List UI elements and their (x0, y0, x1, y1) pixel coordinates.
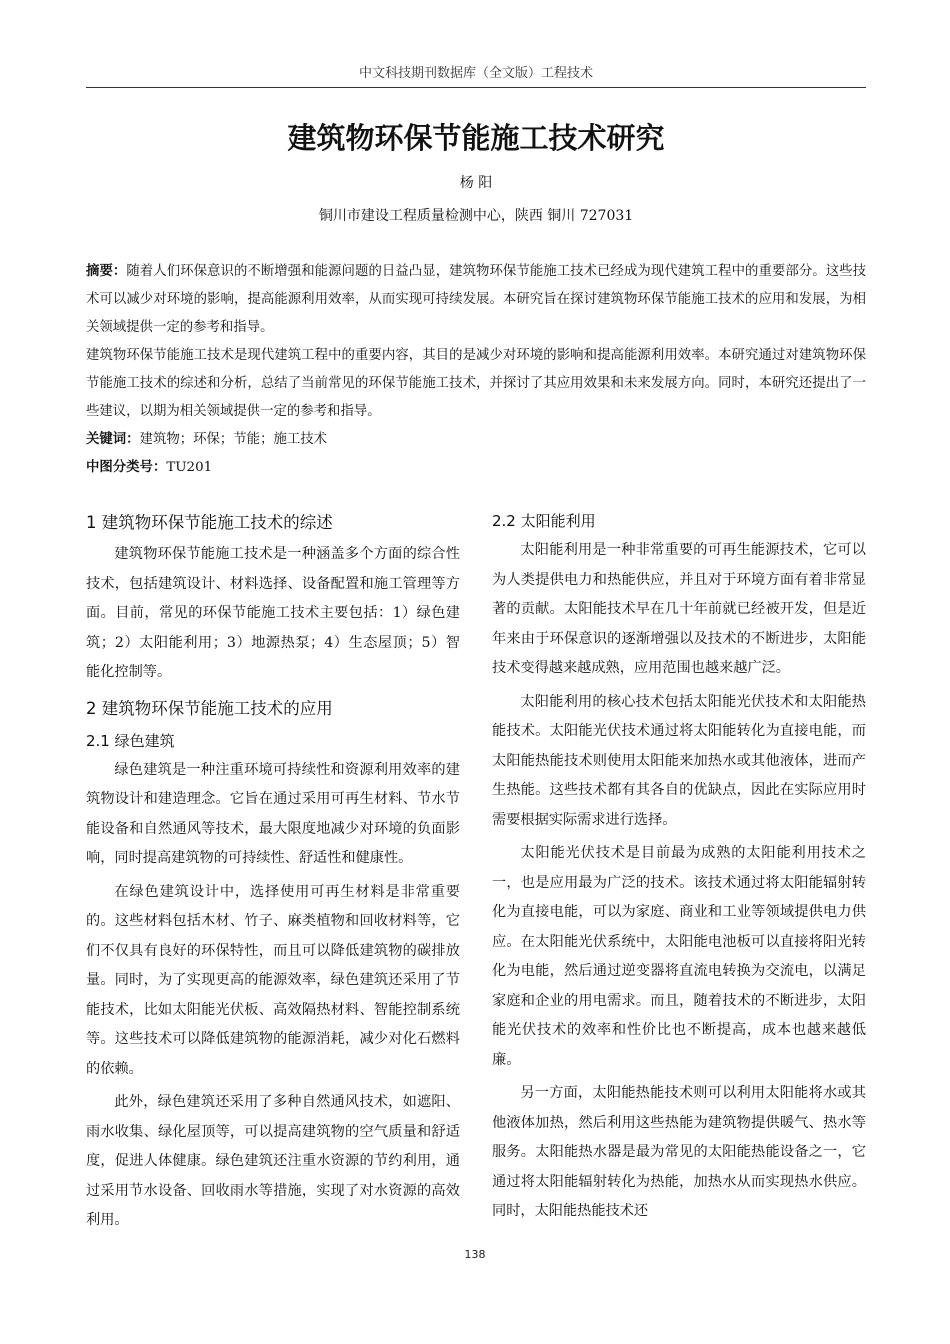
abstract-paragraph-1 (86, 258, 866, 342)
section-2-1-paragraph-1: 绿色建筑是一种注重环境可持续性和资源利用效率的建筑物设计和建造理念。它旨在通过采用可再生材料、节水节能设备和自然通风等技术，最大限度地减少对环境的负面影响，同时提高建筑物的可持续性、舒适性和健康性。 (86, 761, 460, 866)
author: 杨 阳 (459, 175, 493, 191)
clc-line (86, 454, 866, 482)
abstract-text-2: 建筑物环保节能施工技术是现代建筑工程中的重要内容，其目的是减少对环境的影响和提高能源利用效率。本研究通过对建筑物环保节能施工技术的综述和分析，总结了当前常见的环保节能施工技术，并探讨了其应用效果和未来发展方向。同时，本研究还提出了一些建议，以期为相关领域提供一定的参考和指导。 (86, 348, 866, 419)
section-2-2-paragraph-1: 太阳能利用是一种非常重要的可再生能源技术，它可以为人类提供电力和热能供应，并且对于环境方面有着非常显著的贡献。太阳能技术早在几十年前就已经被开发，但是近年来由于环保意识的逐渐增强以及技术的不断进步，太阳能技术变得越来越成熟，应用范围也越来越广泛。 (492, 542, 866, 676)
abstract-text-1: 随着人们环保意识的不断增强和能源问题的日益凸显，建筑物环保节能施工技术已经成为现代建筑工程中的重要部分。这些技术可以减少对环境的影响，提高能源利用效率，从而实现可持续发展。本研究旨在探讨建筑物环保节能施工技术的应用和发展，为相关领域提供一定的参考和指导。 (86, 264, 867, 335)
keywords-label: 关键词： (86, 432, 140, 447)
section-2-1-heading: 2.1 绿色建筑 (86, 731, 175, 750)
section-2-2-paragraph-2: 太阳能利用的核心技术包括太阳能光伏技术和太阳能热能技术。太阳能光伏技术通过将太阳能转化为直接电能，而太阳能热能技术则使用太阳能来加热水或其他液体，进而产生热能。这些技术都有其各自的优缺点，因此在实际应用时需要根据实际需求进行选择。 (492, 693, 866, 828)
page-number: 138 (464, 1248, 486, 1261)
affiliation: 铜川市建设工程质量检测中心，陕西 铜川 727031 (318, 208, 634, 224)
right-column (492, 506, 866, 1231)
section-2-2-paragraph-4: 另一方面，太阳能热能技术则可以利用太阳能将水或其他液体加热，然后利用这些热能为建筑物提供暖气、热水等服务。太阳能热水器是最为常见的太阳能热能设备之一，它通过将太阳能辐射转化为热能，加热水从而实现热水供应。同时，太阳能热能技术还 (492, 1085, 866, 1219)
keywords-line (86, 426, 866, 454)
left-column (86, 506, 460, 1240)
clc-code: TU201 (166, 460, 213, 475)
running-head: 中文科技期刊数据库（全文版）工程技术 (358, 66, 593, 81)
section-1-paragraph: 建筑物环保节能施工技术是一种涵盖多个方面的综合性技术，包括建筑设计、材料选择、设备配置和施工管理等方面。目前，常见的环保节能施工技术主要包括：1）绿色建筑；2）太阳能利用；3）地源热泵；4）生态屋顶；5）智能化控制等。 (86, 546, 460, 680)
clc-label: 中图分类号： (86, 460, 167, 475)
article-title: 建筑物环保节能施工技术研究 (287, 121, 665, 155)
section-2-1-paragraph-2: 在绿色建筑设计中，选择使用可再生材料是非常重要的。这些材料包括木材、竹子、麻类植物和回收材料等，它们不仅具有良好的环保特性，而且可以降低建筑物的碳排放量。同时，为了实现更高的能源效率，绿色建筑还采用了节能技术，比如太阳能光伏板、高效隔热材料、智能控制系统等。这些技术可以降低建筑物的能源消耗，减少对化石燃料的依赖。 (86, 883, 460, 1077)
abstract-label: 摘要： (86, 264, 127, 279)
section-2-2-paragraph-3: 太阳能光伏技术是目前最为成熟的太阳能利用技术之一，也是应用最为广泛的技术。该技术通过将太阳能辐射转化为直接电能，可以为家庭、商业和工业等领域提供电力供应。在太阳能光伏系统中，太阳能电池板可以直接将阳光转化为电能，然后通过逆变器将直流电转换为交流电，以满足家庭和企业的用电需求。而且，随着技术的不断进步，太阳能光伏技术的效率和性价比也不断提高，成本也越来越低廉。 (492, 845, 866, 1068)
header-rule (86, 87, 866, 88)
abstract-block (86, 258, 866, 482)
section-2-2-heading: 2.2 太阳能利用 (492, 512, 596, 530)
section-2-1-paragraph-3: 此外，绿色建筑还采用了多种自然通风技术，如遮阳、雨水收集、绿化屋顶等，可以提高建筑物的空气质量和舒适度，促进人体健康。绿色建筑还注重水资源的节约利用，通过采用节水设备、回收雨水等措施，实现了对水资源的高效利用。 (86, 1094, 460, 1228)
section-1-heading: 1 建筑物环保节能施工技术的综述 (86, 513, 333, 532)
section-2-heading: 2 建筑物环保节能施工技术的应用 (86, 698, 333, 718)
keywords: 建筑物；环保；节能；施工技术 (139, 432, 328, 447)
